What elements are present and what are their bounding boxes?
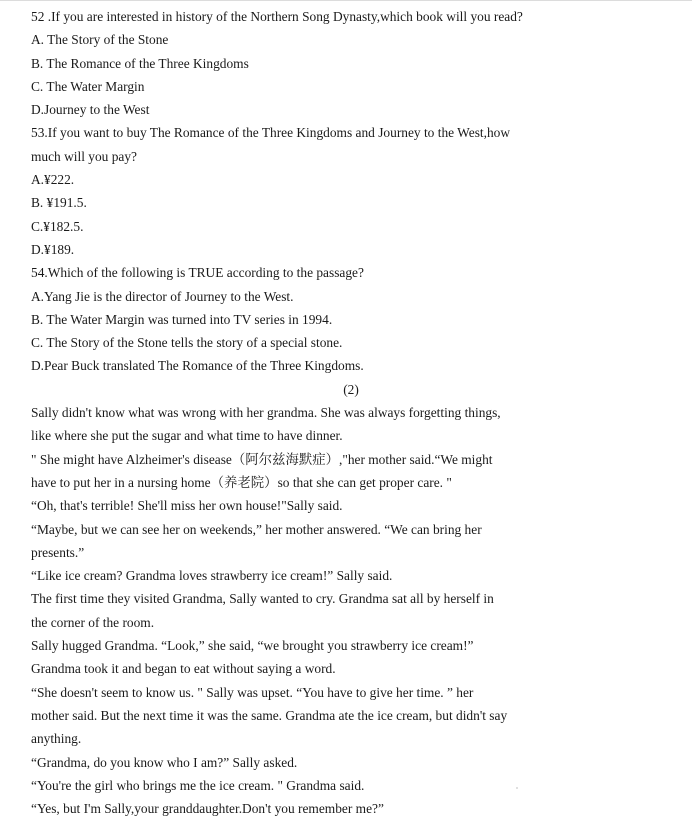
passage-line: " She might have Alzheimer's disease（阿尔兹海默症）,"her mother said.“We might [31, 451, 493, 467]
passage-line: “She doesn't seem to know us. " Sally was upset. “You have to give her time. ” her [31, 684, 474, 700]
question-53-option-d: D.¥189. [31, 241, 75, 257]
passage-line: “You're the girl who brings me the ice cream. " Grandma said. [31, 777, 365, 793]
passage-line: Grandma took it and began to eat without saying a word. [31, 661, 336, 677]
passage-line: mother said. But the next time it was the same. Grandma ate the ice cream, but didn't say [31, 707, 508, 723]
passage-line: Sally didn't know what was wrong with her grandma. She was always forgetting things, [31, 405, 501, 421]
question-53-option-a: A.¥222. [31, 172, 75, 188]
question-54-stem: 54.Which of the following is TRUE according to the passage? [31, 265, 364, 281]
question-52-option-d: D.Journey to the West [31, 102, 150, 118]
document-page [31, 5, 671, 820]
passage-line: like where she put the sugar and what time to have dinner. [31, 428, 343, 444]
passage-line: Sally hugged Grandma. “Look,” she said, “we brought you strawberry ice cream!” [31, 638, 474, 654]
question-52 [31, 5, 671, 121]
top-rule [0, 0, 692, 1]
passage-number: (2) [343, 381, 359, 397]
passage-line: “Oh, that's terrible! She'll miss her own house!"Sally said. [31, 498, 343, 514]
question-52-option-a: A. The Story of the Stone [31, 32, 169, 48]
question-53-stem: 53.If you want to buy The Romance of the Three Kingdoms and Journey to the West,how [31, 125, 511, 141]
question-54-option-a: A.Yang Jie is the director of Journey to the West. [31, 288, 294, 304]
passage-line: have to put her in a nursing home（养老院）so that she can get proper care. " [31, 474, 452, 490]
passage-line: “Maybe, but we can see her on weekends,” her mother answered. “We can bring her [31, 521, 482, 537]
passage-line: “Like ice cream? Grandma loves strawberry ice cream!” Sally said. [31, 568, 393, 584]
scan-speck [516, 787, 518, 789]
question-54 [31, 261, 671, 377]
question-52-option-c: C. The Water Margin [31, 78, 145, 94]
question-52-option-b: B. The Romance of the Three Kingdoms [31, 55, 249, 71]
passage-line: anything. [31, 731, 82, 747]
question-54-option-d: D.Pear Buck translated The Romance of the Three Kingdoms. [31, 358, 364, 374]
question-53 [31, 121, 671, 261]
question-53-option-b: B. ¥191.5. [31, 195, 87, 211]
question-53-option-c: C.¥182.5. [31, 218, 84, 234]
question-52-stem: 52 .If you are interested in history of the Northern Song Dynasty,which book will you read? [31, 9, 523, 24]
question-54-option-c: C. The Story of the Stone tells the story of a special stone. [31, 335, 343, 351]
passage-line: the corner of the room. [31, 614, 155, 630]
passage-line: presents.” [31, 544, 85, 560]
passage-line: “Yes, but I'm Sally,your granddaughter.Don't you remember me?” [31, 801, 384, 817]
question-53-stem-continued: much will you pay? [31, 148, 137, 164]
passage-body [31, 401, 671, 820]
question-54-option-b: B. The Water Margin was turned into TV series in 1994. [31, 311, 333, 327]
passage-line: The first time they visited Grandma, Sally wanted to cry. Grandma sat all by herself in [31, 591, 494, 607]
passage-line: “Grandma, do you know who I am?” Sally asked. [31, 754, 298, 770]
